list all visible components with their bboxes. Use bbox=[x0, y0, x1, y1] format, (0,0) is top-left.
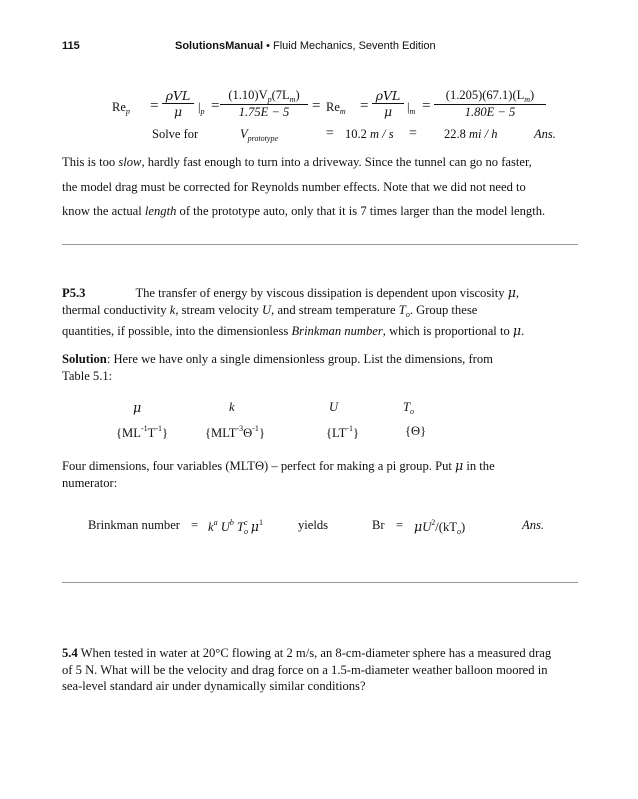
fraction-rho-vl-mu: ρVL μ bbox=[162, 88, 194, 119]
para2-line2: numerator: bbox=[62, 475, 118, 490]
equals-sign: = bbox=[422, 98, 431, 114]
dim-symbol-t: $T_o$ bbox=[403, 400, 415, 416]
bar-m: $|_m$ bbox=[407, 100, 416, 116]
brinkman-result: $\mu U^2/(kT_o)$ bbox=[414, 518, 466, 536]
re-p: $Re_p$ bbox=[112, 100, 130, 116]
equals-sign: = bbox=[326, 126, 334, 141]
p54-line3: sea-level standard air under dynamically similar conditions? bbox=[62, 679, 366, 693]
equals-sign: = bbox=[396, 518, 404, 532]
dimensions-table bbox=[0, 400, 638, 444]
equals-sign: = bbox=[211, 98, 220, 114]
br-label: Br bbox=[372, 518, 385, 532]
brinkman-lhs: Brinkman number bbox=[88, 518, 180, 532]
solution-label: Solution bbox=[62, 352, 107, 366]
divider bbox=[62, 244, 578, 245]
p53-line2: thermal conductivity k, stream velocity U, and stream temperature $T_o$. Group these bbox=[62, 302, 478, 319]
fraction-rho-vl-mu-m: ρVL μ bbox=[372, 88, 404, 119]
dim-symbol-mu: μ bbox=[133, 400, 142, 415]
v-prototype: $V_{prototype}$ bbox=[240, 127, 279, 143]
para1-line3: know the actual length of the prototype auto, only that it is 7 times larger than the model length. bbox=[62, 204, 546, 218]
book-subtitle: Fluid Mechanics, Seventh Edition bbox=[272, 40, 436, 52]
re-m: $Re_m$ bbox=[326, 100, 346, 116]
divider bbox=[62, 582, 578, 583]
paragraph-1 bbox=[62, 150, 582, 224]
solution-line1: Solution: Here we have only a single dimensionless group. List the dimensions, from bbox=[62, 352, 493, 366]
brinkman-product: $k^a$ $U^b$ $T_o^c$ $\mu^1$ bbox=[208, 518, 263, 536]
running-header bbox=[175, 40, 436, 52]
problem-label: 5.4 bbox=[62, 646, 78, 660]
p54-line1: 5.4 When tested in water at 20°C flowing at 2 m/s, an 8-cm-diameter sphere has a measured drag bbox=[62, 646, 552, 660]
dim-value-u: $\{LT^{-1}\}$ bbox=[326, 424, 359, 440]
ans-label: Ans. bbox=[522, 518, 545, 532]
dim-value-k: $\{MLT^{-3}\Theta^{-1}\}$ bbox=[205, 424, 265, 440]
p54-line2: of 5 N. What will be the velocity and drag force on a 1.5-m-diameter weather balloon moored in bbox=[62, 662, 548, 677]
header-bullet: • bbox=[266, 40, 270, 52]
equals-sign: = bbox=[409, 126, 417, 141]
value-mph: 22.8 mi / h bbox=[444, 127, 498, 141]
problem-label: P5.3 bbox=[62, 286, 86, 300]
dim-value-t: {Θ} bbox=[405, 424, 427, 438]
ans-label: Ans. bbox=[534, 127, 556, 141]
value-mps: 10.2 m / s bbox=[345, 127, 394, 141]
page-number: 115 bbox=[62, 40, 80, 52]
p53-line1: P5.3 The transfer of energy by viscous dissipation is dependent upon viscosity μ, bbox=[62, 285, 520, 300]
problem-5-4 bbox=[62, 645, 582, 695]
bar-p: $|_p$ bbox=[198, 100, 205, 116]
equals-sign: = bbox=[191, 518, 199, 532]
solve-label: Solve for bbox=[152, 127, 199, 141]
para1-line1: This is too slow, hardly fast enough to turn into a driveway. Since the tunnel can go no faster, bbox=[62, 155, 532, 169]
equals-sign: = bbox=[360, 98, 369, 114]
solution-line2: Table 5.1: bbox=[62, 368, 113, 383]
fraction-model: $\frac{(1.205)(67.1)(L_m)}{1.80E - 5}$ bbox=[434, 88, 546, 120]
fraction-prototype: $\frac{(1.10)V_p(7L_m)}{1.75E - 5}$ bbox=[220, 88, 308, 120]
solution-intro bbox=[62, 351, 582, 384]
equals-sign: = bbox=[312, 98, 321, 114]
equals-sign: = bbox=[150, 98, 159, 114]
problem-5-3 bbox=[62, 285, 582, 340]
para1-line2: the model drag must be corrected for Reynolds number effects. Note that we did not need to bbox=[62, 179, 526, 194]
p53-line3: quantities, if possible, into the dimensionless Brinkman number, which is proportional to μ. bbox=[62, 323, 525, 338]
book-title: SolutionsManual bbox=[175, 40, 263, 52]
dim-value-mu: $\{ML^{-1}T^{-1}\}$ bbox=[116, 424, 169, 440]
paragraph-2 bbox=[62, 458, 582, 491]
dim-symbol-u: U bbox=[329, 400, 339, 414]
brinkman-equation bbox=[0, 518, 638, 542]
solve-line bbox=[0, 127, 638, 147]
dim-symbol-k: k bbox=[229, 400, 235, 414]
para2-line1: Four dimensions, four variables (MLTΘ) – perfect for making a pi group. Put μ in the bbox=[62, 458, 495, 473]
yields-label: yields bbox=[298, 518, 329, 532]
